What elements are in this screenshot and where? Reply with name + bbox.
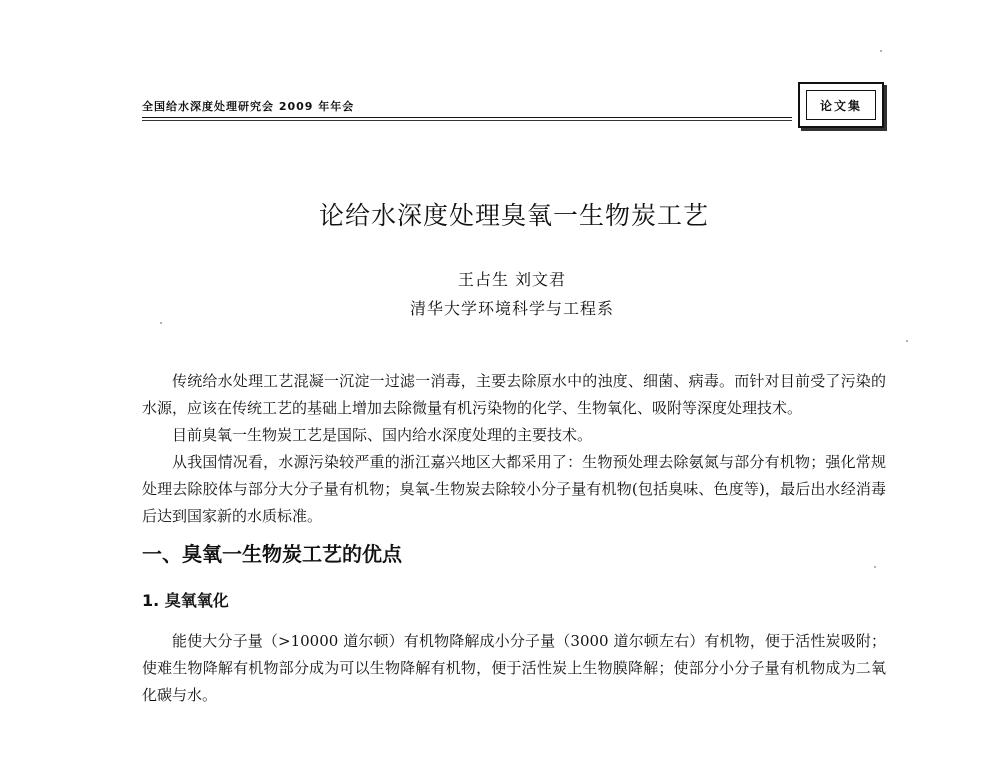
paper-title: 论给水深度处理臭氧一生物炭工艺 (318, 201, 709, 230)
running-header (142, 96, 884, 126)
body-paragraph: 从我国情况看，水源污染较严重的浙江嘉兴地区大都采用了：生物预处理去除氨氮与部分有机物；强化常规处理去除胶体与部分大分子量有机物；臭氧-生物炭去除较小分子量有机物(包括臭味、色度等)，最后出水经消毒后达到国家新的水质标准。 (142, 453, 886, 525)
scan-speck (160, 322, 162, 324)
paper-body (142, 368, 886, 709)
scan-speck (874, 566, 876, 568)
body-paragraph: 目前臭氧一生物炭工艺是国际、国内给水深度处理的主要技术。 (172, 426, 593, 444)
body-paragraph: 能使大分子量（>10000 道尔顿）有机物降解成小分子量（3000 道尔顿左右）有机物，便于活性炭吸附；使难生物降解有机物部分成为可以生物降解有机物，便于活性炭上生物膜降解；使部分小分子量有机物成为二氧化碳与水。 (142, 632, 886, 704)
scan-speck (906, 340, 908, 342)
paper-affiliation: 清华大学环境科学与工程系 (409, 299, 614, 318)
paper-authors: 王占生 刘文君 (457, 270, 567, 289)
conference-name: 全国给水深度处理研究会 2009 年年会 (142, 100, 355, 113)
subsection-heading: 1. 臭氧氧化 (142, 591, 229, 610)
body-paragraph: 传统给水处理工艺混凝一沉淀一过滤一消毒，主要去除原水中的浊度、细菌、病毒。而针对目前受了污染的水源，应该在传统工艺的基础上增加去除微量有机污染物的化学、生物氧化、吸附等深度处理技术。 (142, 372, 886, 417)
scan-speck (880, 50, 882, 52)
header-rule (142, 117, 792, 118)
section-label: 论文集 (806, 90, 876, 120)
section-label-box (798, 82, 884, 128)
header-rule-thin (142, 120, 792, 121)
section-heading: 一、臭氧一生物炭工艺的优点 (142, 542, 402, 566)
